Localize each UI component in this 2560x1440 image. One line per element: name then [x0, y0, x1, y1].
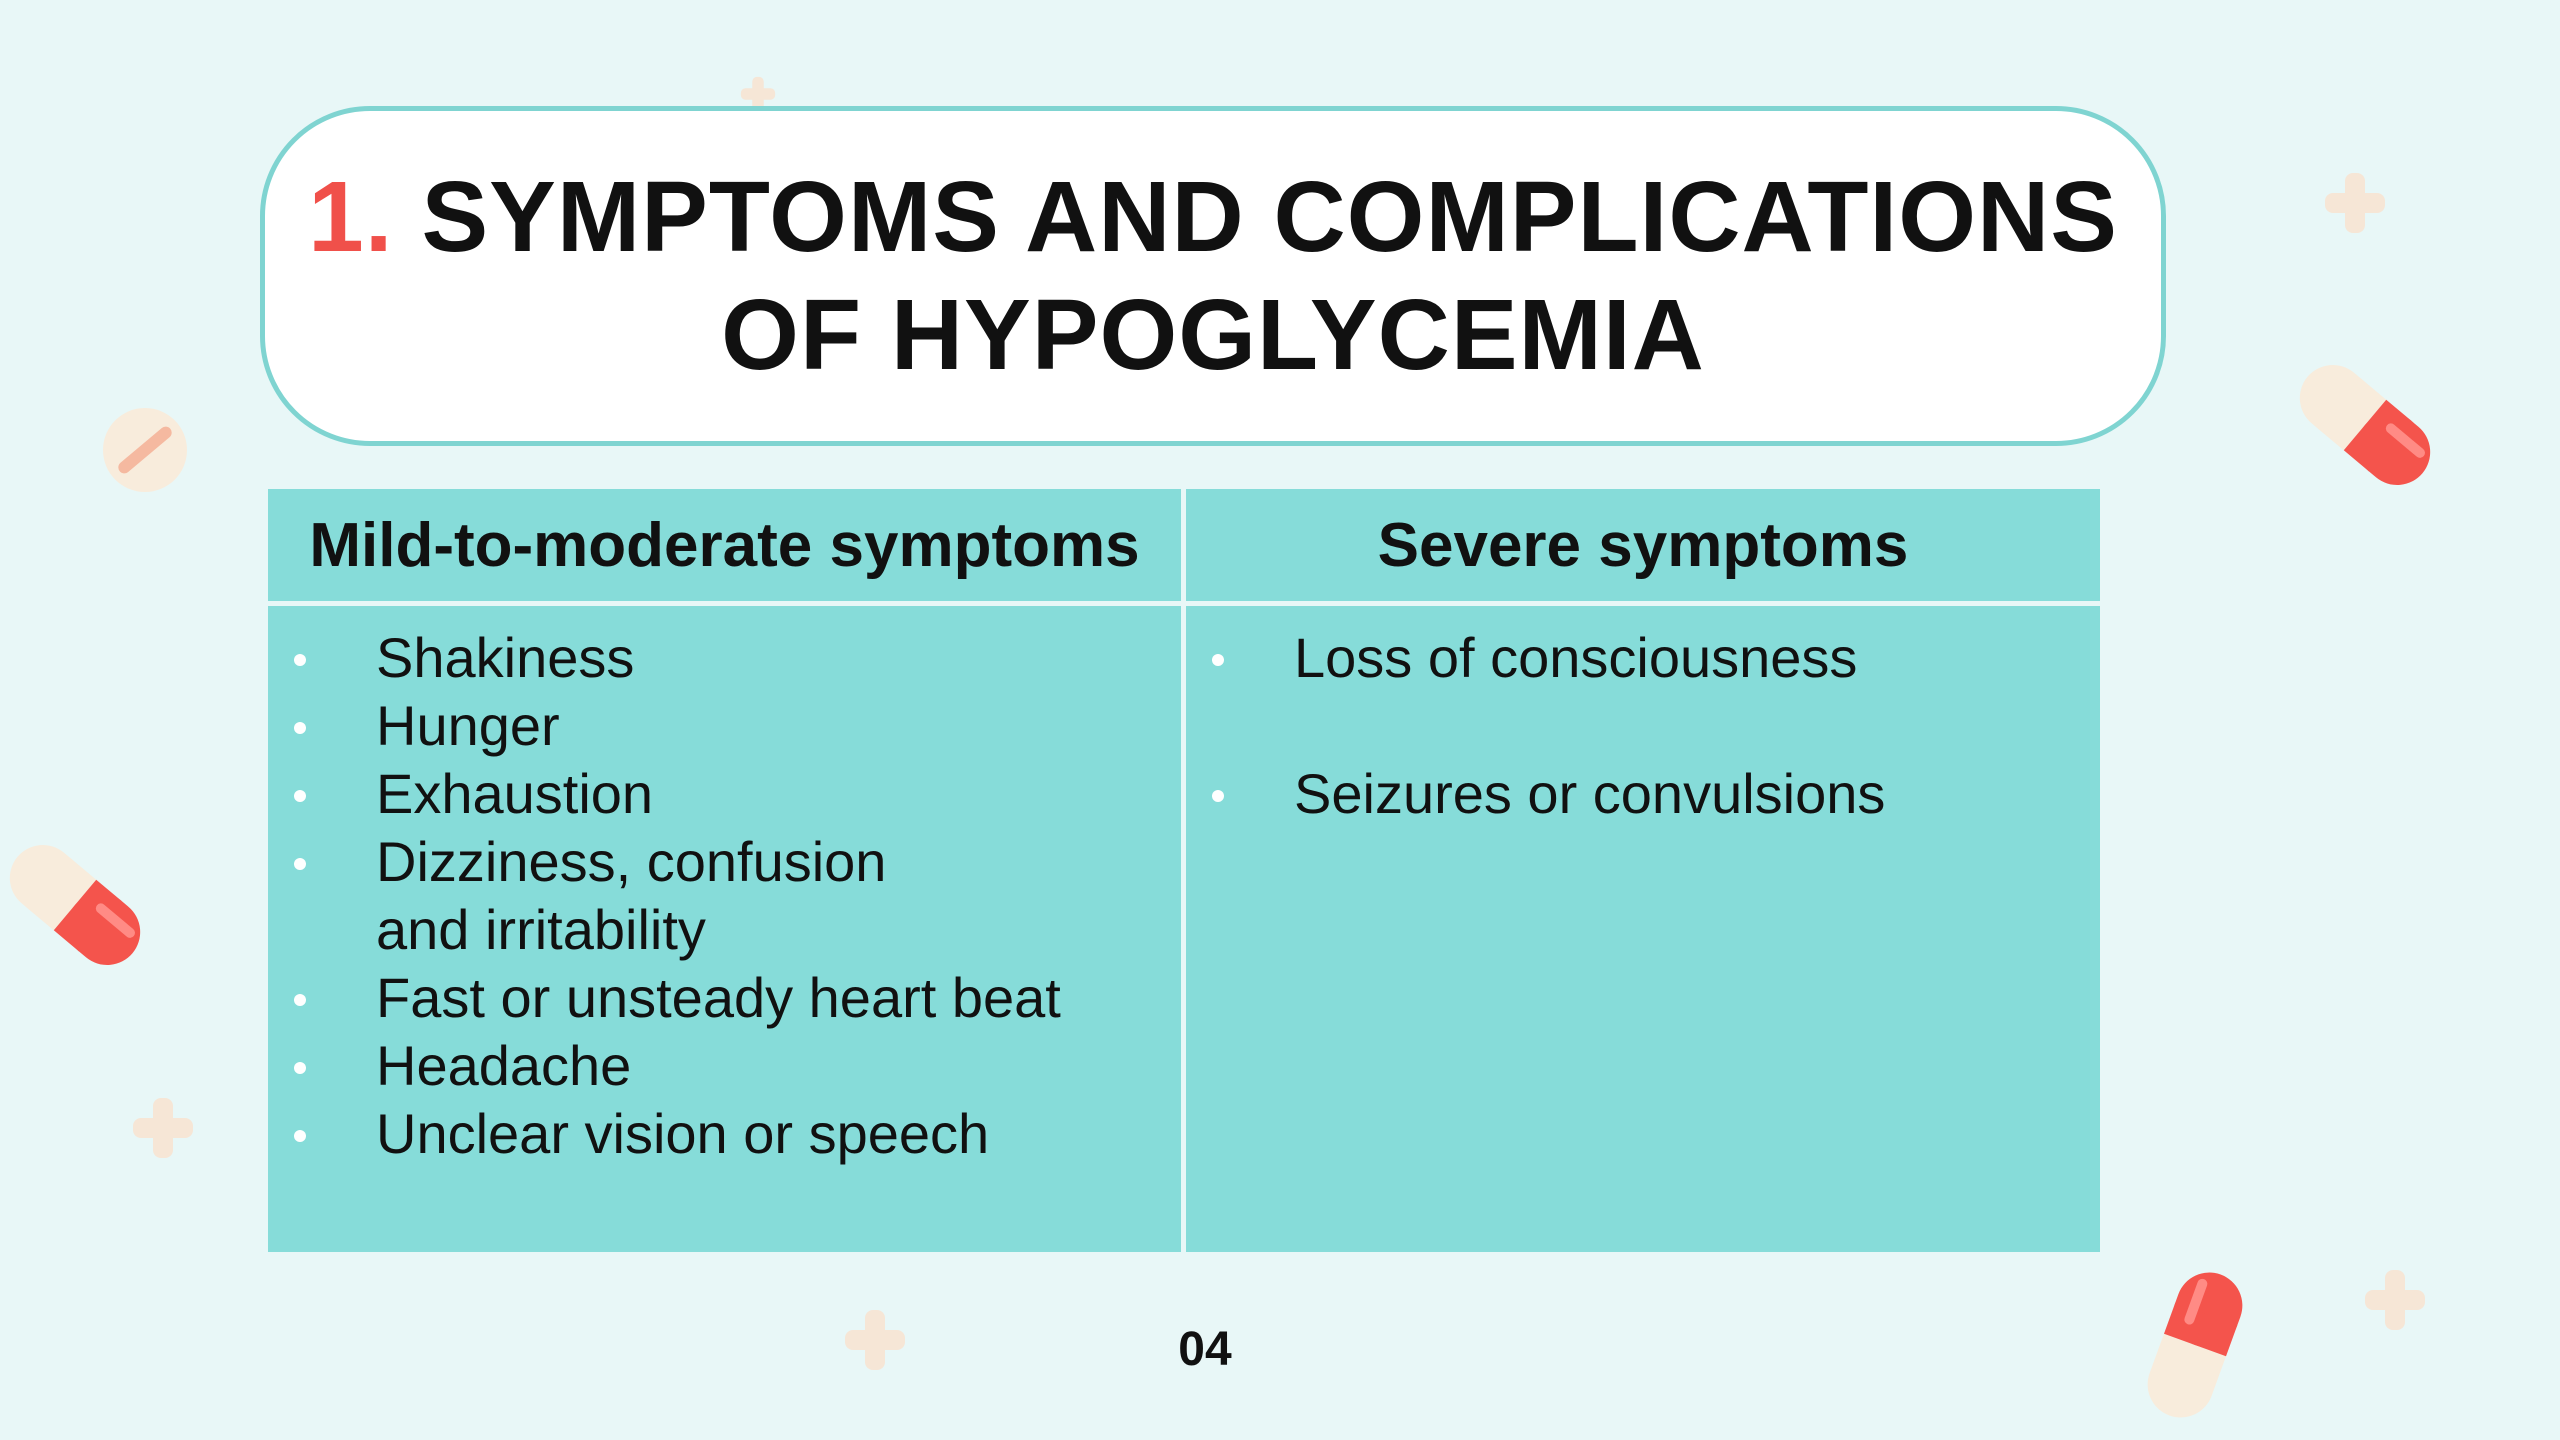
- list-item: Dizziness, confusion and irritability: [268, 828, 988, 964]
- title-line-2: OF HYPOGLYCEMIA: [721, 279, 1705, 391]
- cross-icon: [840, 1305, 910, 1375]
- tablet-icon: [100, 405, 190, 495]
- severe-cell: [1186, 606, 2100, 1252]
- header-mild: Mild-to-moderate symptoms: [268, 489, 1181, 601]
- page-number: 04: [1178, 1323, 1232, 1376]
- cross-icon: [2360, 1265, 2430, 1335]
- mild-symptom-list: [268, 624, 1168, 1168]
- list-item: Hunger: [268, 692, 1168, 760]
- list-item: Exhaustion: [268, 760, 1168, 828]
- pill-icon: [2100, 1250, 2290, 1440]
- cross-icon: [2320, 168, 2390, 238]
- header-severe: Severe symptoms: [1186, 489, 2100, 601]
- title-box: [260, 106, 2166, 446]
- list-item: Loss of consciousness: [1186, 624, 2086, 692]
- list-item: Fast or unsteady heart beat: [268, 964, 1168, 1032]
- list-item: Unclear vision or speech: [268, 1100, 1168, 1168]
- list-item: Seizures or convulsions: [1186, 760, 2086, 828]
- pill-icon: [0, 810, 170, 1000]
- list-item: Headache: [268, 1032, 1168, 1100]
- title-text-1: SYMPTOMS AND COMPLICATIONS: [421, 161, 2118, 273]
- cross-icon: [128, 1093, 198, 1163]
- list-item: Shakiness: [268, 624, 1168, 692]
- pill-icon: [2270, 330, 2460, 520]
- severe-symptom-list: [1186, 624, 2086, 828]
- mild-cell: [268, 606, 1181, 1252]
- title-line-1: [308, 158, 2118, 276]
- symptoms-table: [268, 489, 2100, 1252]
- title-number: 1.: [308, 161, 394, 273]
